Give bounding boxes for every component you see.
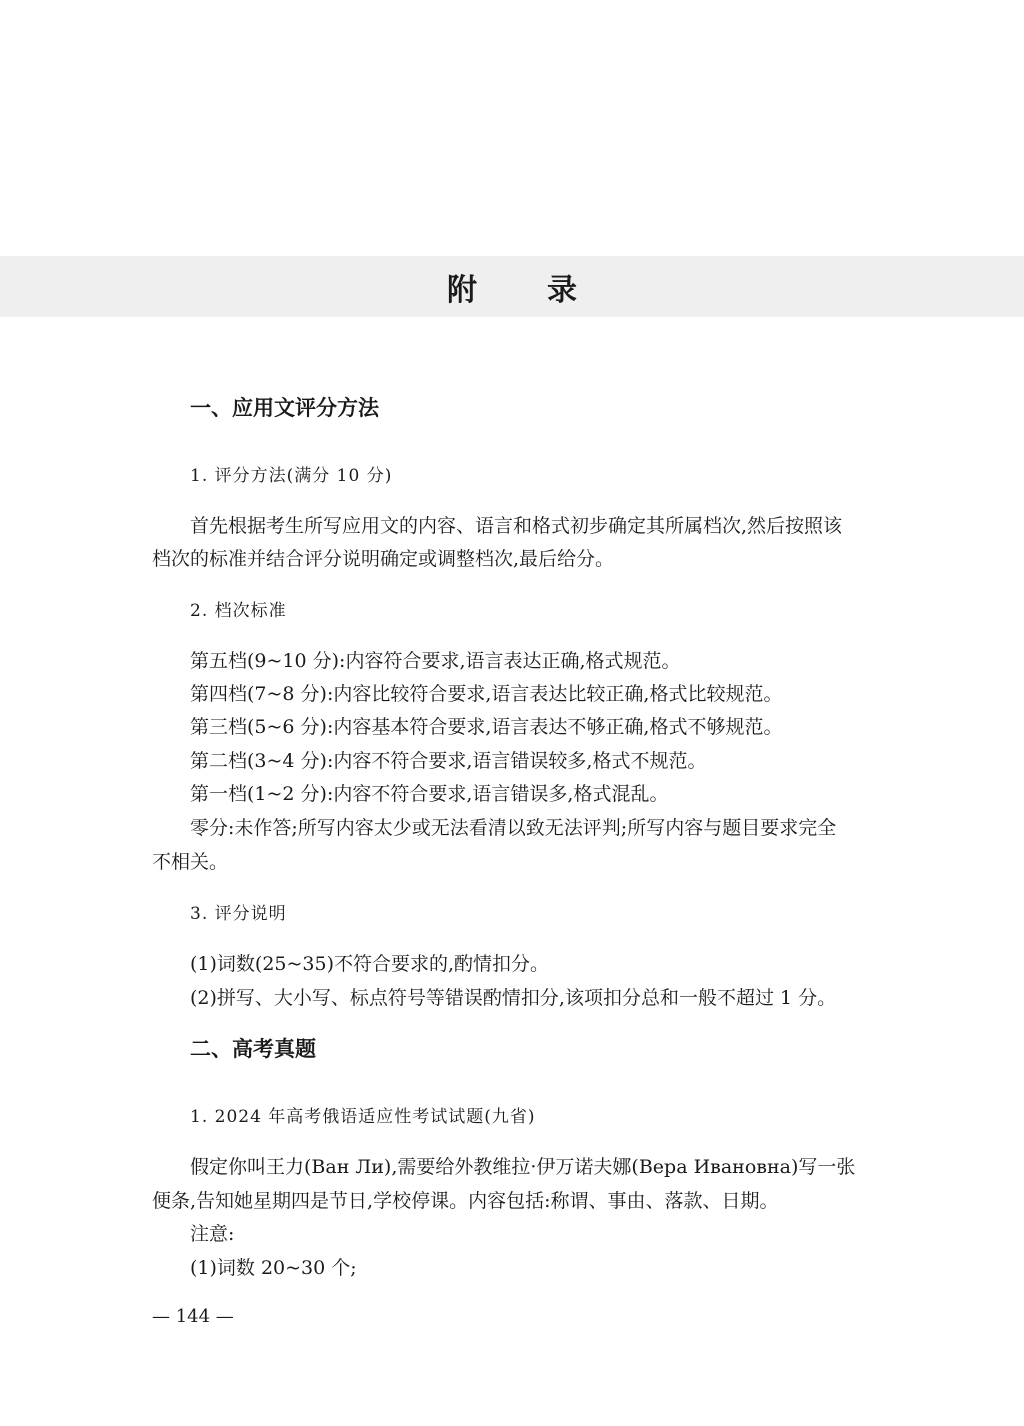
- paragraph-line: 首先根据考生所写应用文的内容、语言和格式初步确定其所属档次,然后按照该: [190, 515, 843, 537]
- note-line: (2)拼写、大小写、标点符号等错误酌情扣分,该项扣分总和一般不超过 1 分。: [190, 987, 837, 1009]
- grade-line: 第二档(3~4 分):内容不符合要求,语言错误较多,格式不规范。: [190, 750, 707, 772]
- paragraph-line: 便条,告知她星期四是节日,学校停课。内容包括:称谓、事由、落款、日期。: [152, 1190, 779, 1212]
- paragraph-line: 注意:: [190, 1223, 235, 1245]
- grade-line: 第三档(5~6 分):内容基本符合要求,语言表达不够正确,格式不够规范。: [190, 716, 783, 738]
- subsection-title: 2. 档次标准: [190, 601, 287, 621]
- subsection-title: 1. 评分方法(满分 10 分): [190, 466, 393, 486]
- paragraph-line: 档次的标准并结合评分说明确定或调整档次,最后给分。: [152, 548, 615, 570]
- paragraph-line: 假定你叫王力(Ван Ли),需要给外教维拉·伊万诺夫娜(Вера Ивановна)写一张: [190, 1156, 856, 1178]
- section-heading: 二、高考真题: [190, 1037, 316, 1061]
- grade-line: 第一档(1~2 分):内容不符合要求,语言错误多,格式混乱。: [190, 783, 669, 805]
- grade-line: 第五档(9~10 分):内容符合要求,语言表达正确,格式规范。: [190, 650, 681, 672]
- section-heading: 一、应用文评分方法: [190, 396, 379, 420]
- grade-line: 零分:未作答;所写内容太少或无法看清以致无法评判;所写内容与题目要求完全: [190, 817, 837, 839]
- appendix-title: 附录: [447, 273, 647, 308]
- subsection-title: 1. 2024 年高考俄语适应性考试试题(九省): [190, 1107, 536, 1127]
- paragraph-line: (1)词数 20~30 个;: [190, 1257, 357, 1279]
- grade-line: 不相关。: [152, 851, 229, 873]
- note-line: (1)词数(25~35)不符合要求的,酌情扣分。: [190, 953, 550, 975]
- subsection-title: 3. 评分说明: [190, 904, 287, 924]
- grade-line: 第四档(7~8 分):内容比较符合要求,语言表达比较正确,格式比较规范。: [190, 683, 783, 705]
- page-number: — 144 —: [152, 1306, 234, 1327]
